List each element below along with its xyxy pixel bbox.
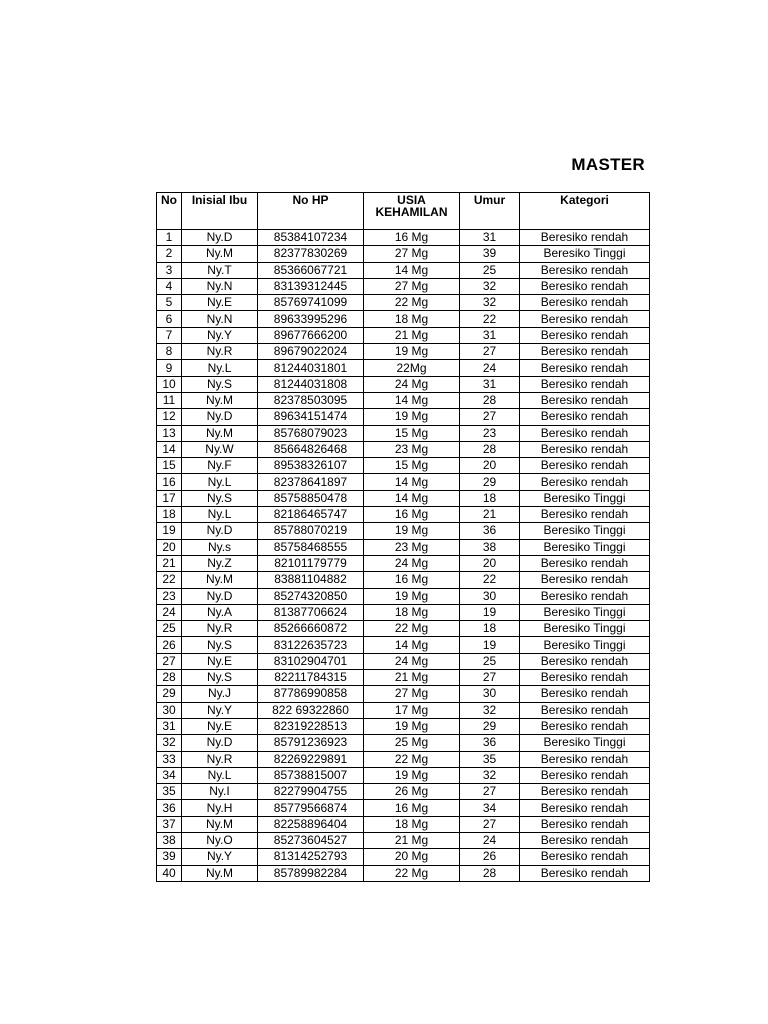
cell-usia-kehamilan: 19 Mg bbox=[364, 588, 460, 604]
cell-no-hp: 89634151474 bbox=[258, 409, 364, 425]
cell-no: 12 bbox=[157, 409, 182, 425]
cell-kategori: Beresiko rendah bbox=[520, 425, 650, 441]
cell-inisial-ibu: Ny.I bbox=[182, 784, 258, 800]
cell-no: 30 bbox=[157, 702, 182, 718]
cell-usia-kehamilan: 22 Mg bbox=[364, 865, 460, 881]
cell-no-hp: 822 69322860 bbox=[258, 702, 364, 718]
cell-usia-kehamilan: 23 Mg bbox=[364, 441, 460, 457]
cell-inisial-ibu: Ny.L bbox=[182, 360, 258, 376]
cell-usia-kehamilan: 14 Mg bbox=[364, 262, 460, 278]
cell-kategori: Beresiko Tinggi bbox=[520, 490, 650, 506]
cell-usia-kehamilan: 27 Mg bbox=[364, 686, 460, 702]
cell-kategori: Beresiko rendah bbox=[520, 344, 650, 360]
cell-umur: 24 bbox=[460, 360, 520, 376]
cell-no-hp: 82269229891 bbox=[258, 751, 364, 767]
header-no: No bbox=[157, 193, 182, 230]
cell-no: 19 bbox=[157, 523, 182, 539]
cell-inisial-ibu: Ny.E bbox=[182, 653, 258, 669]
cell-usia-kehamilan: 22Mg bbox=[364, 360, 460, 376]
cell-usia-kehamilan: 14 Mg bbox=[364, 392, 460, 408]
cell-no-hp: 83881104882 bbox=[258, 572, 364, 588]
cell-no: 27 bbox=[157, 653, 182, 669]
cell-umur: 26 bbox=[460, 849, 520, 865]
cell-kategori: Beresiko Tinggi bbox=[520, 735, 650, 751]
cell-kategori: Beresiko rendah bbox=[520, 507, 650, 523]
cell-umur: 27 bbox=[460, 344, 520, 360]
cell-no: 18 bbox=[157, 507, 182, 523]
cell-usia-kehamilan: 26 Mg bbox=[364, 784, 460, 800]
cell-usia-kehamilan: 22 Mg bbox=[364, 621, 460, 637]
header-usia-kehamilan: USIA KEHAMILAN bbox=[364, 193, 460, 230]
document-title: MASTER bbox=[571, 155, 645, 174]
cell-umur: 30 bbox=[460, 588, 520, 604]
cell-usia-kehamilan: 19 Mg bbox=[364, 409, 460, 425]
cell-usia-kehamilan: 19 Mg bbox=[364, 718, 460, 734]
cell-kategori: Beresiko rendah bbox=[520, 686, 650, 702]
cell-no-hp: 87786990858 bbox=[258, 686, 364, 702]
cell-kategori: Beresiko Tinggi bbox=[520, 539, 650, 555]
table-row bbox=[157, 637, 650, 653]
table-row bbox=[157, 604, 650, 620]
cell-inisial-ibu: Ny.M bbox=[182, 865, 258, 881]
cell-no: 15 bbox=[157, 458, 182, 474]
table-row bbox=[157, 735, 650, 751]
cell-no: 11 bbox=[157, 392, 182, 408]
cell-no-hp: 82211784315 bbox=[258, 670, 364, 686]
cell-umur: 25 bbox=[460, 653, 520, 669]
cell-no-hp: 85664826468 bbox=[258, 441, 364, 457]
cell-no: 17 bbox=[157, 490, 182, 506]
cell-usia-kehamilan: 24 Mg bbox=[364, 555, 460, 571]
cell-no: 29 bbox=[157, 686, 182, 702]
cell-no: 10 bbox=[157, 376, 182, 392]
header-row bbox=[157, 193, 650, 230]
cell-no-hp: 89538326107 bbox=[258, 458, 364, 474]
cell-umur: 22 bbox=[460, 572, 520, 588]
cell-kategori: Beresiko rendah bbox=[520, 409, 650, 425]
table-row bbox=[157, 572, 650, 588]
table-row bbox=[157, 523, 650, 539]
cell-no: 33 bbox=[157, 751, 182, 767]
cell-no-hp: 85758468555 bbox=[258, 539, 364, 555]
cell-inisial-ibu: Ny.D bbox=[182, 523, 258, 539]
cell-no-hp: 85266660872 bbox=[258, 621, 364, 637]
cell-kategori: Beresiko rendah bbox=[520, 588, 650, 604]
cell-kategori: Beresiko rendah bbox=[520, 311, 650, 327]
cell-no: 32 bbox=[157, 735, 182, 751]
table-row bbox=[157, 539, 650, 555]
cell-inisial-ibu: Ny.R bbox=[182, 621, 258, 637]
table-row bbox=[157, 295, 650, 311]
cell-no-hp: 82378503095 bbox=[258, 392, 364, 408]
cell-inisial-ibu: Ny.D bbox=[182, 230, 258, 246]
cell-inisial-ibu: Ny.F bbox=[182, 458, 258, 474]
cell-umur: 28 bbox=[460, 441, 520, 457]
table-row bbox=[157, 311, 650, 327]
cell-inisial-ibu: Ny.S bbox=[182, 376, 258, 392]
cell-no: 37 bbox=[157, 816, 182, 832]
table-row bbox=[157, 490, 650, 506]
cell-no-hp: 85758850478 bbox=[258, 490, 364, 506]
cell-inisial-ibu: Ny.S bbox=[182, 670, 258, 686]
cell-no: 24 bbox=[157, 604, 182, 620]
cell-inisial-ibu: Ny.L bbox=[182, 767, 258, 783]
cell-umur: 31 bbox=[460, 230, 520, 246]
table-row bbox=[157, 865, 650, 881]
cell-usia-kehamilan: 19 Mg bbox=[364, 344, 460, 360]
cell-no: 38 bbox=[157, 832, 182, 848]
cell-no-hp: 82186465747 bbox=[258, 507, 364, 523]
cell-inisial-ibu: Ny.D bbox=[182, 409, 258, 425]
cell-inisial-ibu: Ny.O bbox=[182, 832, 258, 848]
cell-no-hp: 81314252793 bbox=[258, 849, 364, 865]
cell-inisial-ibu: Ny.M bbox=[182, 392, 258, 408]
cell-umur: 36 bbox=[460, 523, 520, 539]
cell-inisial-ibu: Ny.L bbox=[182, 507, 258, 523]
cell-usia-kehamilan: 20 Mg bbox=[364, 849, 460, 865]
cell-no: 1 bbox=[157, 230, 182, 246]
table-row bbox=[157, 344, 650, 360]
table-row bbox=[157, 588, 650, 604]
cell-inisial-ibu: Ny.H bbox=[182, 800, 258, 816]
cell-umur: 38 bbox=[460, 539, 520, 555]
cell-umur: 22 bbox=[460, 311, 520, 327]
table-row bbox=[157, 230, 650, 246]
table-row bbox=[157, 767, 650, 783]
cell-usia-kehamilan: 14 Mg bbox=[364, 474, 460, 490]
cell-umur: 18 bbox=[460, 621, 520, 637]
cell-usia-kehamilan: 27 Mg bbox=[364, 278, 460, 294]
cell-no-hp: 85791236923 bbox=[258, 735, 364, 751]
cell-usia-kehamilan: 16 Mg bbox=[364, 572, 460, 588]
table-row bbox=[157, 816, 650, 832]
cell-kategori: Beresiko rendah bbox=[520, 572, 650, 588]
cell-no: 14 bbox=[157, 441, 182, 457]
cell-no: 13 bbox=[157, 425, 182, 441]
cell-usia-kehamilan: 16 Mg bbox=[364, 230, 460, 246]
cell-umur: 27 bbox=[460, 670, 520, 686]
cell-no-hp: 82279904755 bbox=[258, 784, 364, 800]
cell-no-hp: 82377830269 bbox=[258, 246, 364, 262]
table-row bbox=[157, 686, 650, 702]
cell-kategori: Beresiko rendah bbox=[520, 327, 650, 343]
cell-no: 2 bbox=[157, 246, 182, 262]
cell-no-hp: 82378641897 bbox=[258, 474, 364, 490]
cell-no-hp: 85768079023 bbox=[258, 425, 364, 441]
cell-umur: 27 bbox=[460, 409, 520, 425]
table-row bbox=[157, 653, 650, 669]
cell-inisial-ibu: Ny.Z bbox=[182, 555, 258, 571]
cell-usia-kehamilan: 19 Mg bbox=[364, 523, 460, 539]
cell-umur: 27 bbox=[460, 784, 520, 800]
cell-kategori: Beresiko rendah bbox=[520, 832, 650, 848]
cell-no: 3 bbox=[157, 262, 182, 278]
cell-inisial-ibu: Ny.M bbox=[182, 425, 258, 441]
table-row bbox=[157, 784, 650, 800]
cell-umur: 19 bbox=[460, 604, 520, 620]
cell-umur: 39 bbox=[460, 246, 520, 262]
table-row bbox=[157, 360, 650, 376]
table-row bbox=[157, 621, 650, 637]
cell-usia-kehamilan: 21 Mg bbox=[364, 327, 460, 343]
cell-no: 16 bbox=[157, 474, 182, 490]
cell-no-hp: 81244031808 bbox=[258, 376, 364, 392]
cell-kategori: Beresiko rendah bbox=[520, 849, 650, 865]
cell-kategori: Beresiko Tinggi bbox=[520, 604, 650, 620]
cell-kategori: Beresiko rendah bbox=[520, 441, 650, 457]
cell-inisial-ibu: Ny.N bbox=[182, 278, 258, 294]
cell-umur: 28 bbox=[460, 392, 520, 408]
cell-kategori: Beresiko rendah bbox=[520, 458, 650, 474]
table-row bbox=[157, 376, 650, 392]
cell-inisial-ibu: Ny.A bbox=[182, 604, 258, 620]
cell-kategori: Beresiko Tinggi bbox=[520, 523, 650, 539]
master-table bbox=[156, 192, 650, 882]
cell-no: 20 bbox=[157, 539, 182, 555]
cell-usia-kehamilan: 17 Mg bbox=[364, 702, 460, 718]
cell-kategori: Beresiko rendah bbox=[520, 702, 650, 718]
cell-inisial-ibu: Ny.W bbox=[182, 441, 258, 457]
cell-kategori: Beresiko rendah bbox=[520, 653, 650, 669]
cell-usia-kehamilan: 18 Mg bbox=[364, 604, 460, 620]
cell-inisial-ibu: Ny.s bbox=[182, 539, 258, 555]
table-row bbox=[157, 702, 650, 718]
cell-kategori: Beresiko rendah bbox=[520, 767, 650, 783]
cell-umur: 28 bbox=[460, 865, 520, 881]
cell-no-hp: 83122635723 bbox=[258, 637, 364, 653]
cell-umur: 35 bbox=[460, 751, 520, 767]
cell-usia-kehamilan: 27 Mg bbox=[364, 246, 460, 262]
table-row bbox=[157, 262, 650, 278]
cell-no: 4 bbox=[157, 278, 182, 294]
cell-usia-kehamilan: 18 Mg bbox=[364, 311, 460, 327]
cell-usia-kehamilan: 23 Mg bbox=[364, 539, 460, 555]
cell-kategori: Beresiko Tinggi bbox=[520, 637, 650, 653]
cell-inisial-ibu: Ny.R bbox=[182, 344, 258, 360]
cell-kategori: Beresiko rendah bbox=[520, 376, 650, 392]
cell-kategori: Beresiko rendah bbox=[520, 555, 650, 571]
cell-no-hp: 89633995296 bbox=[258, 311, 364, 327]
table-row bbox=[157, 246, 650, 262]
cell-umur: 29 bbox=[460, 474, 520, 490]
cell-no-hp: 89679022024 bbox=[258, 344, 364, 360]
cell-inisial-ibu: Ny.E bbox=[182, 295, 258, 311]
table-row bbox=[157, 751, 650, 767]
cell-inisial-ibu: Ny.Y bbox=[182, 702, 258, 718]
cell-no: 21 bbox=[157, 555, 182, 571]
cell-inisial-ibu: Ny.M bbox=[182, 572, 258, 588]
cell-no-hp: 85384107234 bbox=[258, 230, 364, 246]
cell-kategori: Beresiko rendah bbox=[520, 751, 650, 767]
cell-umur: 32 bbox=[460, 278, 520, 294]
cell-umur: 32 bbox=[460, 767, 520, 783]
cell-umur: 34 bbox=[460, 800, 520, 816]
cell-kategori: Beresiko rendah bbox=[520, 474, 650, 490]
cell-kategori: Beresiko Tinggi bbox=[520, 621, 650, 637]
cell-no-hp: 82258896404 bbox=[258, 816, 364, 832]
cell-usia-kehamilan: 19 Mg bbox=[364, 767, 460, 783]
cell-no: 31 bbox=[157, 718, 182, 734]
cell-umur: 21 bbox=[460, 507, 520, 523]
cell-inisial-ibu: Ny.M bbox=[182, 246, 258, 262]
cell-usia-kehamilan: 24 Mg bbox=[364, 376, 460, 392]
cell-kategori: Beresiko rendah bbox=[520, 816, 650, 832]
cell-kategori: Beresiko rendah bbox=[520, 784, 650, 800]
cell-no-hp: 83139312445 bbox=[258, 278, 364, 294]
table-row bbox=[157, 849, 650, 865]
cell-no-hp: 85779566874 bbox=[258, 800, 364, 816]
table-row bbox=[157, 507, 650, 523]
cell-kategori: Beresiko rendah bbox=[520, 230, 650, 246]
cell-no-hp: 85738815007 bbox=[258, 767, 364, 783]
header-kategori: Kategori bbox=[520, 193, 650, 230]
cell-inisial-ibu: Ny.E bbox=[182, 718, 258, 734]
table-row bbox=[157, 800, 650, 816]
cell-umur: 32 bbox=[460, 702, 520, 718]
cell-no-hp: 85273604527 bbox=[258, 832, 364, 848]
cell-no: 5 bbox=[157, 295, 182, 311]
table-row bbox=[157, 670, 650, 686]
table-row bbox=[157, 474, 650, 490]
cell-no: 39 bbox=[157, 849, 182, 865]
header-no-hp: No HP bbox=[258, 193, 364, 230]
cell-usia-kehamilan: 18 Mg bbox=[364, 816, 460, 832]
table-row bbox=[157, 425, 650, 441]
cell-inisial-ibu: Ny.M bbox=[182, 816, 258, 832]
cell-no: 22 bbox=[157, 572, 182, 588]
cell-usia-kehamilan: 22 Mg bbox=[364, 751, 460, 767]
cell-usia-kehamilan: 15 Mg bbox=[364, 425, 460, 441]
cell-kategori: Beresiko rendah bbox=[520, 262, 650, 278]
table-row bbox=[157, 441, 650, 457]
cell-no: 35 bbox=[157, 784, 182, 800]
cell-kategori: Beresiko rendah bbox=[520, 670, 650, 686]
cell-usia-kehamilan: 14 Mg bbox=[364, 490, 460, 506]
cell-no: 36 bbox=[157, 800, 182, 816]
cell-kategori: Beresiko Tinggi bbox=[520, 246, 650, 262]
cell-umur: 19 bbox=[460, 637, 520, 653]
cell-umur: 30 bbox=[460, 686, 520, 702]
table-body bbox=[157, 230, 650, 882]
cell-umur: 36 bbox=[460, 735, 520, 751]
table-row bbox=[157, 392, 650, 408]
cell-inisial-ibu: Ny.L bbox=[182, 474, 258, 490]
cell-no: 6 bbox=[157, 311, 182, 327]
cell-kategori: Beresiko rendah bbox=[520, 392, 650, 408]
cell-inisial-ibu: Ny.S bbox=[182, 490, 258, 506]
cell-inisial-ibu: Ny.Y bbox=[182, 849, 258, 865]
cell-inisial-ibu: Ny.D bbox=[182, 735, 258, 751]
cell-umur: 25 bbox=[460, 262, 520, 278]
cell-usia-kehamilan: 25 Mg bbox=[364, 735, 460, 751]
cell-no-hp: 81387706624 bbox=[258, 604, 364, 620]
cell-no: 26 bbox=[157, 637, 182, 653]
cell-no-hp: 85274320850 bbox=[258, 588, 364, 604]
table-row bbox=[157, 718, 650, 734]
cell-no-hp: 85788070219 bbox=[258, 523, 364, 539]
cell-inisial-ibu: Ny.J bbox=[182, 686, 258, 702]
cell-umur: 29 bbox=[460, 718, 520, 734]
cell-inisial-ibu: Ny.S bbox=[182, 637, 258, 653]
cell-kategori: Beresiko rendah bbox=[520, 865, 650, 881]
cell-no: 7 bbox=[157, 327, 182, 343]
table-row bbox=[157, 832, 650, 848]
cell-no-hp: 89677666200 bbox=[258, 327, 364, 343]
cell-usia-kehamilan: 16 Mg bbox=[364, 507, 460, 523]
cell-usia-kehamilan: 15 Mg bbox=[364, 458, 460, 474]
cell-no: 28 bbox=[157, 670, 182, 686]
header-umur: Umur bbox=[460, 193, 520, 230]
cell-umur: 32 bbox=[460, 295, 520, 311]
cell-no: 25 bbox=[157, 621, 182, 637]
cell-kategori: Beresiko rendah bbox=[520, 360, 650, 376]
header-inisial-ibu: Inisial Ibu bbox=[182, 193, 258, 230]
table-row bbox=[157, 458, 650, 474]
cell-umur: 20 bbox=[460, 458, 520, 474]
cell-kategori: Beresiko rendah bbox=[520, 278, 650, 294]
cell-inisial-ibu: Ny.D bbox=[182, 588, 258, 604]
cell-no-hp: 82101179779 bbox=[258, 555, 364, 571]
cell-inisial-ibu: Ny.N bbox=[182, 311, 258, 327]
cell-no-hp: 81244031801 bbox=[258, 360, 364, 376]
cell-usia-kehamilan: 14 Mg bbox=[364, 637, 460, 653]
cell-no-hp: 85789982284 bbox=[258, 865, 364, 881]
cell-no-hp: 85366067721 bbox=[258, 262, 364, 278]
cell-no: 23 bbox=[157, 588, 182, 604]
table-row bbox=[157, 409, 650, 425]
cell-umur: 31 bbox=[460, 376, 520, 392]
cell-usia-kehamilan: 21 Mg bbox=[364, 832, 460, 848]
cell-no: 8 bbox=[157, 344, 182, 360]
cell-no: 34 bbox=[157, 767, 182, 783]
cell-umur: 31 bbox=[460, 327, 520, 343]
cell-usia-kehamilan: 21 Mg bbox=[364, 670, 460, 686]
cell-kategori: Beresiko rendah bbox=[520, 800, 650, 816]
cell-umur: 20 bbox=[460, 555, 520, 571]
cell-umur: 18 bbox=[460, 490, 520, 506]
table-row bbox=[157, 278, 650, 294]
cell-no: 40 bbox=[157, 865, 182, 881]
cell-no-hp: 85769741099 bbox=[258, 295, 364, 311]
cell-kategori: Beresiko rendah bbox=[520, 295, 650, 311]
cell-inisial-ibu: Ny.Y bbox=[182, 327, 258, 343]
cell-usia-kehamilan: 22 Mg bbox=[364, 295, 460, 311]
cell-no-hp: 82319228513 bbox=[258, 718, 364, 734]
cell-umur: 23 bbox=[460, 425, 520, 441]
cell-no: 9 bbox=[157, 360, 182, 376]
table-row bbox=[157, 327, 650, 343]
cell-usia-kehamilan: 24 Mg bbox=[364, 653, 460, 669]
cell-inisial-ibu: Ny.R bbox=[182, 751, 258, 767]
cell-usia-kehamilan: 16 Mg bbox=[364, 800, 460, 816]
cell-umur: 24 bbox=[460, 832, 520, 848]
cell-kategori: Beresiko rendah bbox=[520, 718, 650, 734]
cell-inisial-ibu: Ny.T bbox=[182, 262, 258, 278]
cell-umur: 27 bbox=[460, 816, 520, 832]
table-row bbox=[157, 555, 650, 571]
cell-no-hp: 83102904701 bbox=[258, 653, 364, 669]
